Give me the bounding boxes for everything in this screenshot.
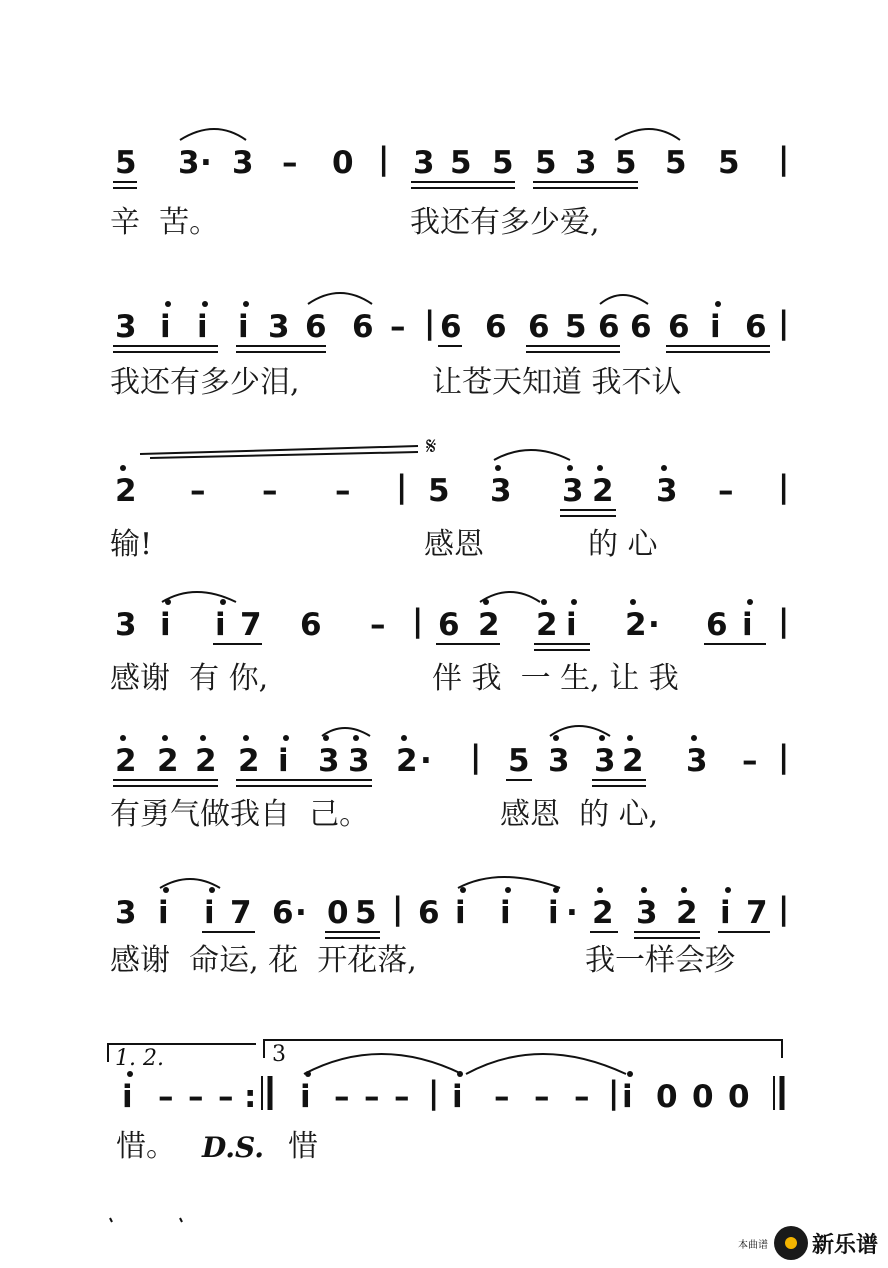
lyric-line: 惜	[288, 1129, 318, 1164]
dash: 5	[718, 145, 740, 181]
dash: –	[370, 607, 386, 643]
lyric-line: 感谢 有 你,	[110, 661, 269, 696]
barline: |	[424, 305, 436, 341]
note-high: 2	[536, 607, 558, 643]
dash: –	[390, 309, 406, 345]
note-high: i	[158, 895, 169, 931]
barline: |	[778, 469, 790, 505]
dash: –	[188, 1079, 204, 1115]
note: 5	[615, 145, 637, 181]
note: 3	[115, 309, 137, 345]
note-high: i	[622, 1079, 633, 1115]
note: 5	[508, 743, 530, 779]
note-high: 2	[676, 895, 698, 931]
note: 7	[240, 607, 262, 643]
note-high: 3	[686, 743, 708, 779]
barline: |	[392, 891, 404, 927]
note-high: i	[278, 743, 289, 779]
note-high: 2	[478, 607, 500, 643]
note: 5	[492, 145, 514, 181]
note-high: 2	[592, 473, 614, 509]
dash: –	[158, 1079, 174, 1115]
dot: ·	[648, 607, 660, 643]
dash: –	[494, 1079, 510, 1115]
note-high: 3	[318, 743, 340, 779]
note-high: i	[455, 895, 466, 931]
note: 6	[438, 607, 460, 643]
note: 7	[230, 895, 252, 931]
note-high: 3	[636, 895, 658, 931]
note-high: 3	[594, 743, 616, 779]
lyric-line: 输!	[110, 527, 153, 562]
note-high: 2	[622, 743, 644, 779]
note: 6	[418, 895, 440, 931]
lyric-line: 我还有多少泪,	[110, 365, 300, 400]
lyric-line: 感恩 的 心,	[500, 797, 659, 832]
note-high: 3	[656, 473, 678, 509]
volta-2-label: 3	[272, 1042, 286, 1067]
note-high: i	[452, 1079, 463, 1115]
lyric-line: 我一样会珍	[585, 943, 735, 978]
note: 6	[300, 607, 322, 643]
dash: –	[262, 473, 278, 509]
note-high: 2	[157, 743, 179, 779]
note: 5	[565, 309, 587, 345]
note: 3	[115, 895, 137, 931]
note-high: i	[160, 309, 171, 345]
dash: –	[218, 1079, 234, 1115]
note: 3	[268, 309, 290, 345]
lyric-line: 感谢 命运, 花 开花落,	[110, 943, 417, 978]
segno-icon: 𝄋	[426, 432, 437, 460]
barline: |	[428, 1075, 440, 1111]
note: 3	[232, 145, 254, 181]
note-high: 3	[548, 743, 570, 779]
rest: 0	[692, 1079, 714, 1115]
lyric-line: 辛 苦。	[110, 205, 220, 240]
note-high: i	[566, 607, 577, 643]
note-high: i	[720, 895, 731, 931]
note-high: i	[197, 309, 208, 345]
lyric-line: 我还有多少爱,	[410, 205, 600, 240]
dot: ·	[200, 145, 212, 181]
note-high: 2	[195, 743, 217, 779]
note-high: i	[548, 895, 559, 931]
note: 6	[630, 309, 652, 345]
note: 0	[327, 895, 349, 931]
lyric-line: 有勇气做我自 己。	[110, 797, 370, 832]
note-high: 2	[115, 743, 137, 779]
note-high: i	[300, 1079, 311, 1115]
barline: |	[378, 141, 390, 177]
lyric-line: 感恩	[424, 527, 484, 562]
barline: |	[778, 141, 790, 177]
note: 6	[668, 309, 690, 345]
barline: |	[778, 739, 790, 775]
rest: 0	[656, 1079, 678, 1115]
note: 5	[450, 145, 472, 181]
note: 3	[575, 145, 597, 181]
record-logo-icon	[774, 1226, 808, 1260]
note: 6	[528, 309, 550, 345]
note-high: i	[500, 895, 511, 931]
note-high: 2	[396, 743, 418, 779]
note: 5	[355, 895, 377, 931]
note-high: 2	[592, 895, 614, 931]
barline: |	[608, 1075, 620, 1111]
watermark-brand: 新乐谱	[811, 1232, 878, 1258]
dash: –	[394, 1079, 410, 1115]
rest: 0	[728, 1079, 750, 1115]
dash: –	[742, 743, 758, 779]
dash: –	[335, 473, 351, 509]
dot: ·	[566, 895, 578, 931]
dash: –	[718, 473, 734, 509]
note-high: i	[215, 607, 226, 643]
barline: |	[396, 469, 408, 505]
lyric-line: 惜。	[116, 1129, 176, 1164]
note-high: i	[238, 309, 249, 345]
watermark	[738, 1226, 878, 1260]
barline: |	[778, 603, 790, 639]
dot: ·	[295, 895, 307, 931]
note: 6	[745, 309, 767, 345]
dash: –	[334, 1079, 350, 1115]
dot: ·	[420, 743, 432, 779]
dash: –	[282, 145, 298, 181]
note-high: 2	[115, 473, 137, 509]
barline: |	[778, 305, 790, 341]
lyric-line: 的 心	[588, 527, 658, 562]
dash: –	[534, 1079, 550, 1115]
repeat-sign: :	[244, 1079, 257, 1115]
note-high: i	[160, 607, 171, 643]
ds-marking: D.S.	[202, 1131, 265, 1164]
dash: –	[190, 473, 206, 509]
watermark-small-text: 本曲谱	[737, 1239, 768, 1251]
note: 6	[598, 309, 620, 345]
barline: |	[412, 603, 424, 639]
note-high: i	[122, 1079, 133, 1115]
note-high: 3	[490, 473, 512, 509]
note: 5	[535, 145, 557, 181]
note-high: i	[204, 895, 215, 931]
note-high: 3	[348, 743, 370, 779]
note: 3	[178, 145, 200, 181]
note-high: 3	[562, 473, 584, 509]
dash: –	[364, 1079, 380, 1115]
note: 6	[485, 309, 507, 345]
note: 3	[115, 607, 137, 643]
note-high: 2	[625, 607, 647, 643]
note: 6	[706, 607, 728, 643]
note: 0	[332, 145, 354, 181]
note: 5	[428, 473, 450, 509]
barline: |	[778, 891, 790, 927]
note: 6	[352, 309, 374, 345]
note: 6	[272, 895, 294, 931]
note-high: i	[710, 309, 721, 345]
barline: |	[470, 739, 482, 775]
dash: –	[574, 1079, 590, 1115]
note: 7	[746, 895, 768, 931]
note: 3	[413, 145, 435, 181]
note: 6	[440, 309, 462, 345]
volta-1-label: 1. 2.	[115, 1046, 164, 1071]
note: 5	[665, 145, 687, 181]
note: 5	[115, 145, 137, 181]
note: 6	[305, 309, 327, 345]
note-high: 2	[238, 743, 260, 779]
lyric-line: 让苍天知道 我不认	[432, 365, 682, 400]
note-high: i	[742, 607, 753, 643]
lyric-line: 伴 我 一 生, 让 我	[432, 661, 679, 696]
